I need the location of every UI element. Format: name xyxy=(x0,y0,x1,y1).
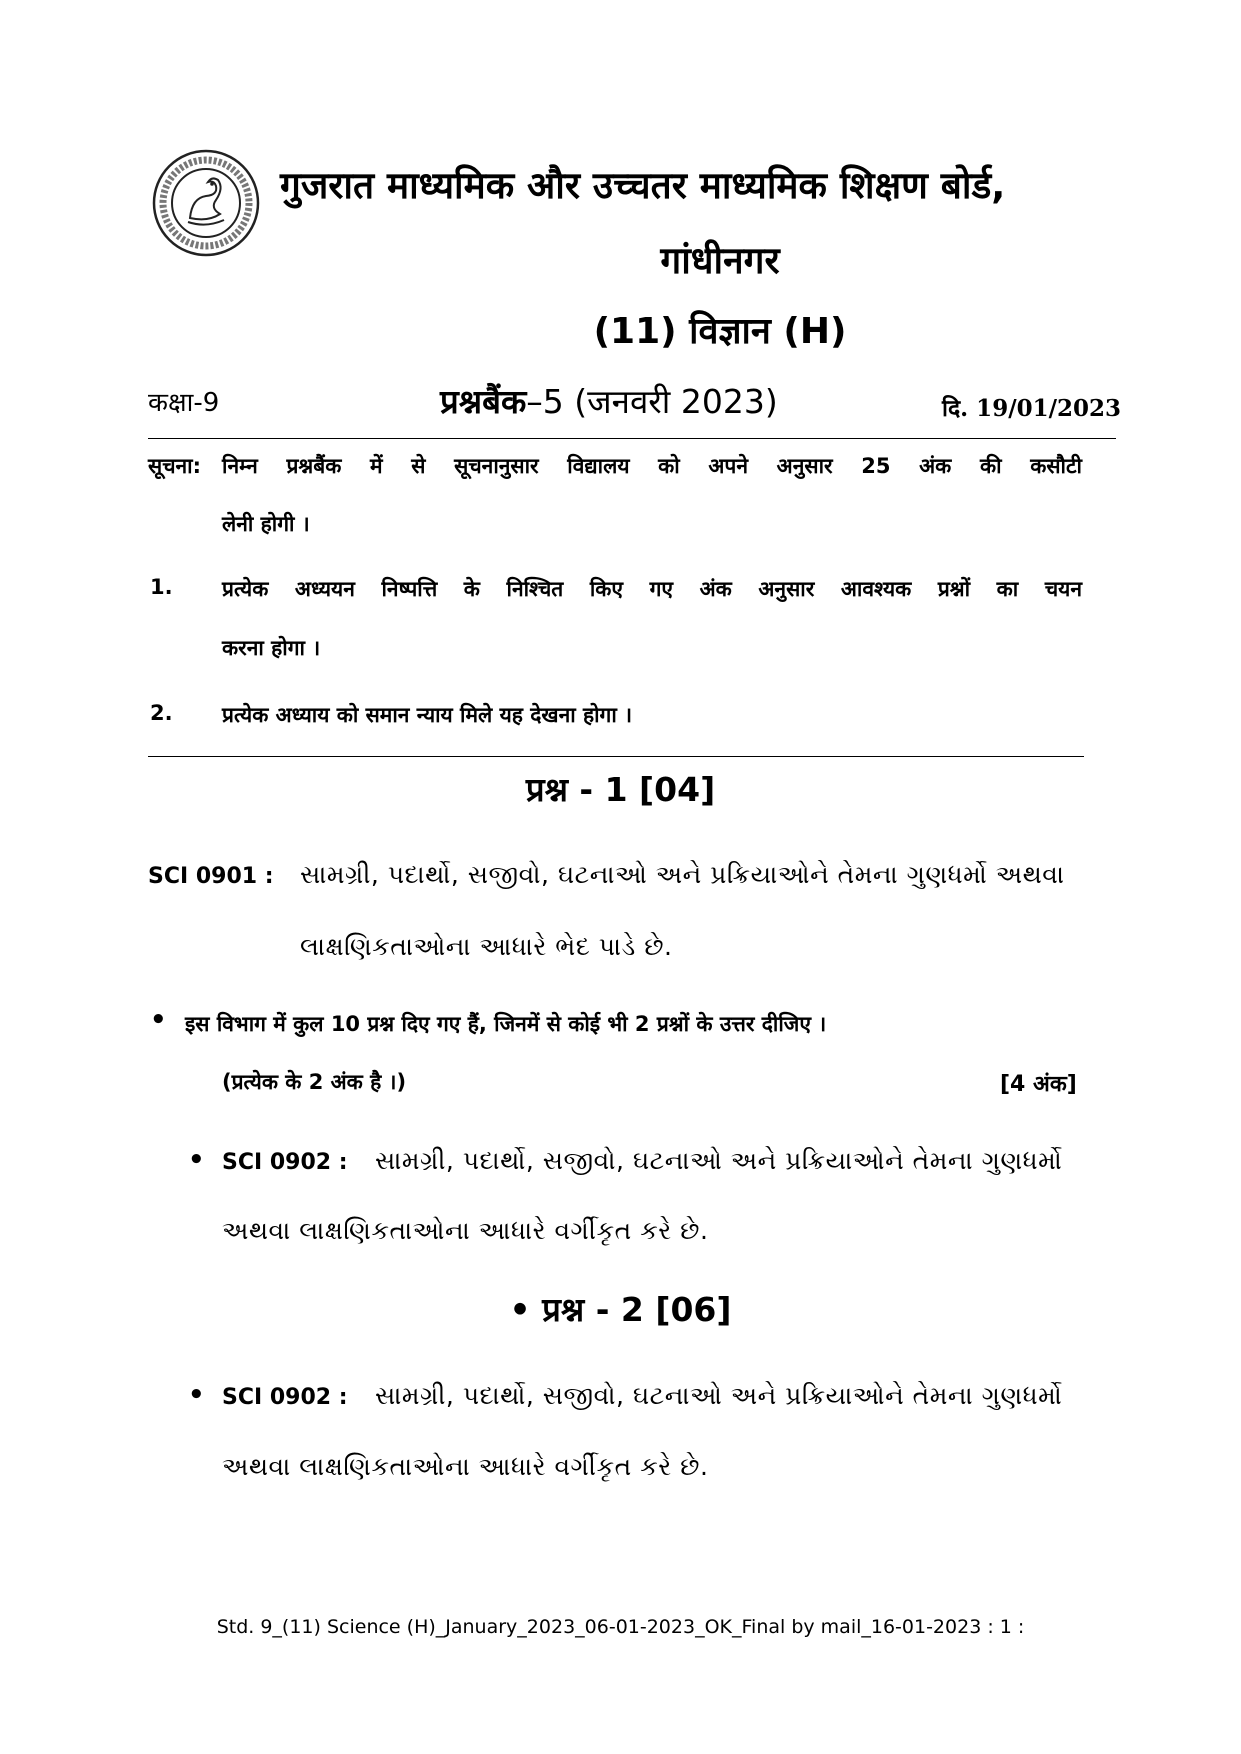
bullet-icon: • xyxy=(188,1145,205,1175)
board-seal-icon xyxy=(152,148,260,258)
instruction-number-1: 1. xyxy=(150,575,173,599)
bullet-icon: • xyxy=(188,1380,205,1410)
board-city: गांधीनगर xyxy=(660,239,780,282)
outcome-text-sci0902-line1: સામગ્રી, પદાર્થો, સજીવો, ઘટનાઓ અને પ્રક્રિયાઓને તેમના ગુણધર્મો xyxy=(375,1146,1063,1175)
board-title: गुजरात माध्यमिक और उच्चतर माध्यमिक शिक्षण बोर्ड, xyxy=(280,164,1006,207)
header-divider xyxy=(148,438,1116,439)
section-2-heading: • प्रश्न - 2 [06] xyxy=(509,1290,732,1329)
outcome-text-sci0901-line1: સામગ્રી, પદાર્થો, સજીવો, ઘટનાઓ અને પ્રક્રિયાઓને તેમના ગુણધર્મો અથવા xyxy=(300,860,1065,889)
instructions-text-line1: निम्न प्रश्नबैंक में से सूचनानुसार विद्यालय को अपने अनुसार 25 अंक की कसौटी xyxy=(222,454,1082,478)
outcome-code-sci0902-section2: SCI 0902 : xyxy=(222,1385,348,1410)
outcome-text-sci0902-line2: અથવા લાક્ષણિકતાઓના આધારે વર્ગીકૃત કરે છે. xyxy=(222,1216,709,1245)
instruction-1-line1: प्रत्येक अध्ययन निष्पत्ति के निश्चित किए गए अंक अनुसार आवश्यक प्रश्नों का चयन xyxy=(222,577,1082,601)
question-bank-number: –5 (जनवरी 2023) xyxy=(526,382,778,421)
question-bank-title xyxy=(440,378,778,423)
instructions-label: सूचना: xyxy=(148,454,202,478)
instruction-number-2: 2. xyxy=(150,701,173,725)
outcome-text-sci0902-section2-line2: અથવા લાક્ષણિકતાઓના આધારે વર્ગીકૃત કરે છે. xyxy=(222,1452,709,1481)
section-1-intro-line2: (प्रत्येक के 2 अंक है ।) xyxy=(222,1070,407,1094)
instruction-1-line2: करना होगा । xyxy=(222,636,321,660)
date-label: दि. 19/01/2023 xyxy=(942,395,1122,422)
section-1-marks: [4 अंक] xyxy=(1000,1072,1077,1097)
instruction-2-line1: प्रत्येक अध्याय को समान न्याय मिले यह देखना होगा । xyxy=(222,703,633,727)
standard-label: कक्षा-9 xyxy=(148,388,220,418)
subject-title: (11) विज्ञान (H) xyxy=(593,311,847,352)
instructions-divider xyxy=(148,756,1084,757)
outcome-text-sci0901-line2: લાક્ષણિકતાઓના આધારે ભેદ પાડે છે. xyxy=(300,932,673,961)
section-1-intro-line1: इस विभाग में कुल 10 प्रश्न दिए गए हैं, जिनमें से कोई भी 2 प्रश्नों के उत्तर दीजिए । xyxy=(185,1012,827,1036)
bullet-icon: • xyxy=(150,1005,167,1035)
question-bank-label: प्रश्नबैंक xyxy=(440,382,527,421)
outcome-text-sci0902-section2-line1: સામગ્રી, પદાર્થો, સજીવો, ઘટનાઓ અને પ્રક્રિયાઓને તેમના ગુણધર્મો xyxy=(375,1381,1063,1410)
instructions-text-line2: लेनी होगी । xyxy=(222,512,310,536)
outcome-code-sci0901: SCI 0901 : xyxy=(148,864,274,889)
outcome-code-sci0902: SCI 0902 : xyxy=(222,1150,348,1175)
page-footer: Std. 9_(11) Science (H)_January_2023_06-01-2023_OK_Final by mail_16-01-2023 : 1 : xyxy=(216,1616,1025,1638)
section-1-heading: प्रश्न - 1 [04] xyxy=(525,770,716,809)
